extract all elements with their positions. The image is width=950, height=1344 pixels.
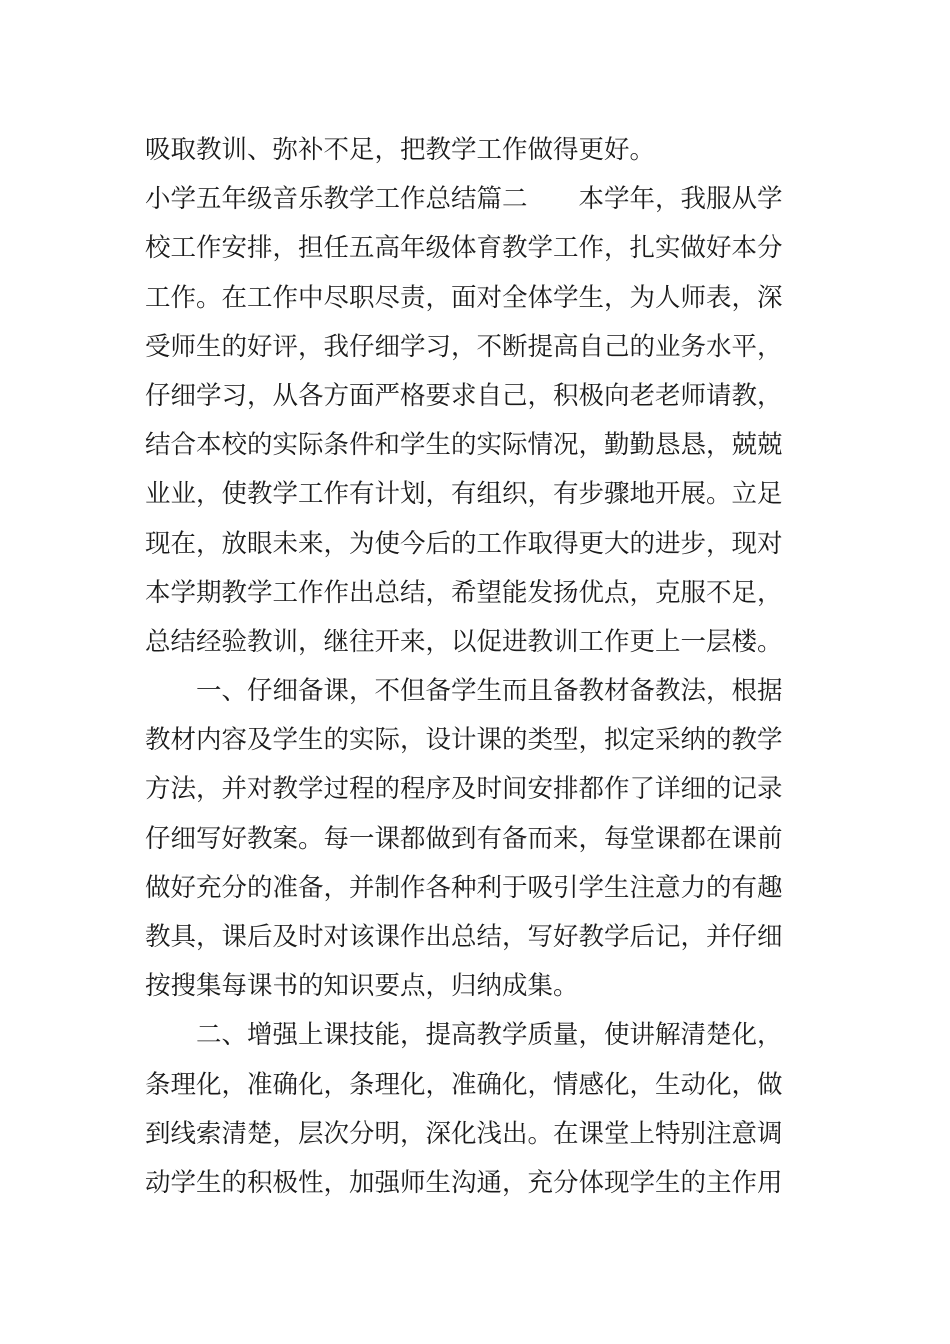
- text-line: 小学五年级音乐教学工作总结篇二 本学年，我服从学: [145, 184, 783, 215]
- text-line: 工作。在工作中尽职尽责，面对全体学生，为人师表，深: [145, 282, 783, 313]
- text-line: 按搜集每课书的知识要点，归纳成集。: [145, 971, 579, 1002]
- text-line: 校工作安排，担任五高年级体育教学工作，扎实做好本分: [145, 233, 783, 264]
- text-line: 受师生的好评，我仔细学习，不断提高自己的业务水平，: [145, 331, 783, 362]
- text-line: 做好充分的准备，并制作各种利于吸引学生注意力的有趣: [145, 872, 783, 903]
- text-line: 仔细写好教案。每一课都做到有备而来，每堂课都在课前: [145, 823, 783, 854]
- text-line: 动学生的积极性，加强师生沟通，充分体现学生的主作用: [145, 1167, 783, 1198]
- text-line: 本学期教学工作作出总结，希望能发扬优点，克服不足，: [145, 577, 783, 608]
- document-body: [145, 126, 810, 1208]
- text-line: 教具，课后及时对该课作出总结，写好教学后记，并仔细: [145, 922, 783, 952]
- text-line: 方法，并对教学过程的程序及时间安排都作了详细的记录: [145, 774, 783, 805]
- text-line: 条理化，准确化，条理化，准确化，情感化，生动化，做: [145, 1069, 783, 1100]
- text-line: 总结经验教训，继往开来，以促进教训工作更上一层楼。: [145, 626, 783, 657]
- text-line: 二、增强上课技能，提高教学质量，使讲解清楚化，: [145, 1020, 783, 1051]
- text-line: 到线索清楚，层次分明，深化浅出。在课堂上特别注意调: [145, 1118, 783, 1149]
- text-line: 吸取教训、弥补不足，把教学工作做得更好。: [145, 135, 656, 165]
- text-line: 结合本校的实际条件和学生的实际情况，勤勤恳恳，兢兢: [145, 430, 783, 461]
- text-line: 教材内容及学生的实际，设计课的类型，拟定采纳的教学: [145, 725, 783, 756]
- text-line: 一、仔细备课，不但备学生而且备教材备教法，根据: [145, 676, 783, 707]
- text-line: 仔细学习，从各方面严格要求自己，积极向老老师请教，: [145, 380, 783, 411]
- text-line: 现在，放眼未来，为使今后的工作取得更大的进步，现对: [145, 528, 783, 559]
- text-line: 业业，使教学工作有计划，有组织，有步骤地开展。立足: [145, 479, 783, 510]
